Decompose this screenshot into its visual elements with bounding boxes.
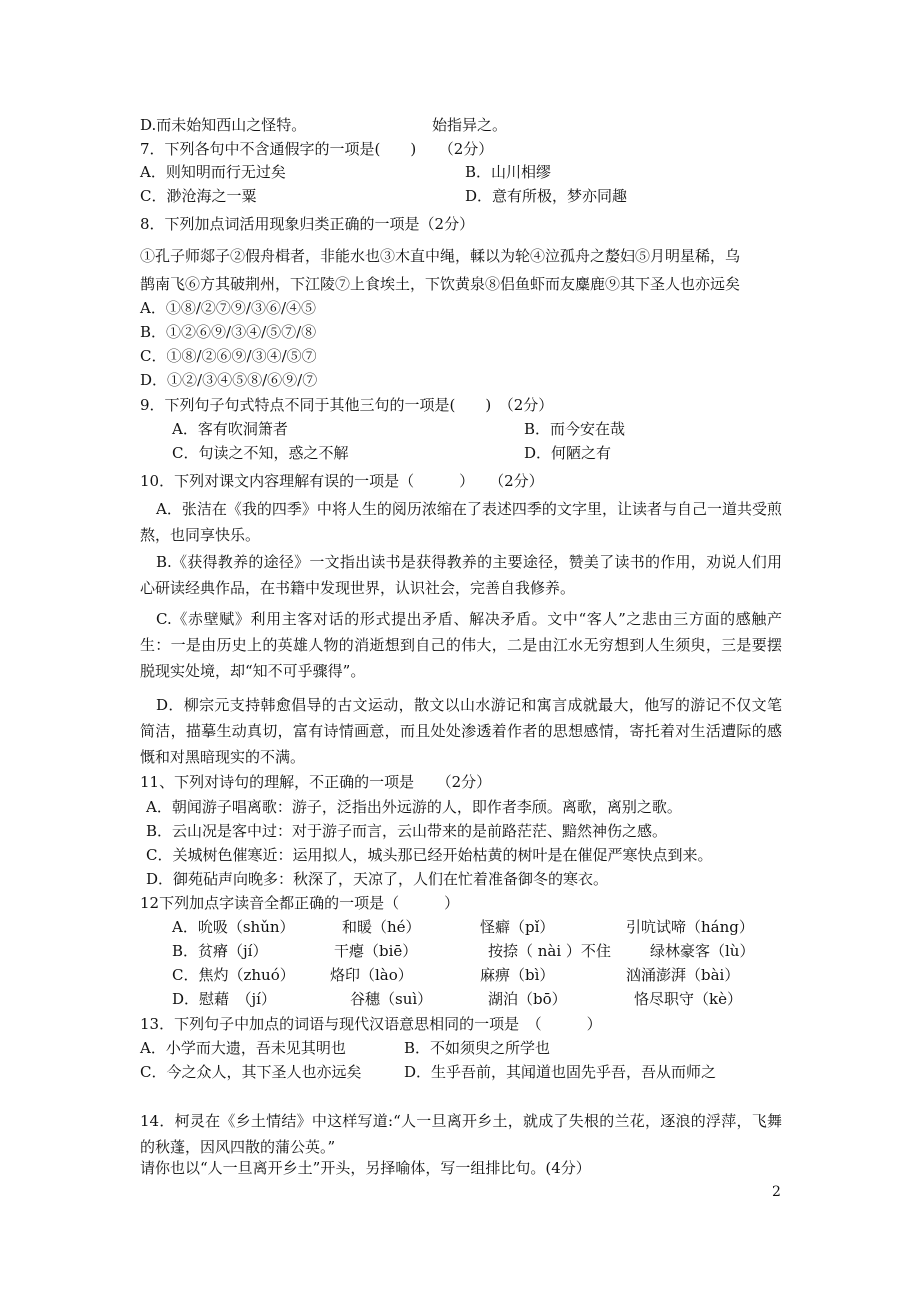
q8-sentences-line1: ①孔子师郯子②假舟楫者，非能水也③木直中绳，輮以为轮④泣孤舟之嫠妇⑤月明星稀，乌 [140,247,741,265]
q11-option-a: A．朝闻游子唱离歌：游子，泛指出外远游的人，即作者李颀。离歌，离别之歌。 [146,798,682,816]
q7-option-c: C．渺沧海之一粟 [140,187,257,205]
q7-option-a: A．则知明而行无过矣 [140,163,286,181]
q12-b-item1: B．贫瘠（jí） [172,942,268,960]
q11-option-b: B．云山况是客中过：对于游子而言，云山带来的是前路茫茫、黯然神伤之感。 [146,822,668,840]
q8-option-d: D．①②/③④⑤⑧/⑥⑨/⑦ [140,371,318,389]
q8-sentences-line2: 鹊南飞⑥方其破荆州，下江陵⑦上食埃土，下饮黄泉⑧侣鱼虾而友麋鹿⑨其下圣人也亦远矣 [140,275,741,293]
q11-option-c: C．关城树色催寒近：运用拟人，城头那已经开始枯黄的树叶是在催促严寒快点到来。 [146,846,713,864]
q12-c-item3: 麻痹（bì） [480,966,555,984]
q12-b-item4: 绿林豪客（lù） [650,942,755,960]
q9-option-c: C．句读之不知，惑之不解 [172,444,349,462]
q10-option-b: B.《获得教养的途径》一文指出读书是获得教养的主要途径，赞美了读书的作用，劝说人们用心研读经典作品，在书籍中发现世界，认识社会，完善自我修养。 [140,553,782,597]
q12-b-item3: 按捺（ nài ）不住 [488,942,611,960]
q12-a-item2: 和暖（hé） [342,918,421,936]
q8-option-b: B．①②⑥⑨/③④/⑤⑦/⑧ [140,323,317,341]
q14-stem: 14．柯灵在《乡土情结》中这样写道:“人一旦离开乡土，就成了失根的兰花，逐浪的浮萍，飞舞的秋蓬，因风四散的蒲公英。” [140,1112,782,1156]
q9-option-b: B．而今安在哉 [524,420,626,438]
q13-option-b: B．不如须臾之所学也 [404,1039,551,1057]
q13-option-c: C．今之众人，其下圣人也亦远矣 [140,1063,362,1081]
q9-stem: 9．下列句子句式特点不同于其他三句的一项是( ) （2分） [140,396,554,414]
q13-option-d: D．生乎吾前，其闻道也固先乎吾，吾从而师之 [404,1063,717,1081]
q9-option-d: D．何陋之有 [524,444,612,462]
q12-c-item1: C．焦灼（zhuó） [172,966,295,984]
q13-option-a: A．小学而大遗，吾未见其明也 [140,1039,346,1057]
q10-stem: 10．下列对课文内容理解有误的一项是（ ） （2分） [140,472,544,490]
q9-option-a: A．客有吹洞箫者 [172,420,288,438]
q12-a-item4: 引吭试啼（háng） [626,918,754,936]
q12-d-item4: 恪尽职守（kè） [634,990,742,1008]
page-number: 2 [772,1184,781,1200]
q12-d-item2: 谷穗（suì） [350,990,433,1008]
q12-c-item2: 烙印（lào） [330,966,413,984]
q8-option-a: A．①⑧/②⑦⑨/③⑥/④⑤ [140,299,316,317]
q10-option-d: D．柳宗元支持韩愈倡导的古文运动，散文以山水游记和寓言成就最大，他写的游记不仅文笔简洁，描摹生动真切，富有诗情画意，而且处处渗透着作者的思想感情，寄托着对生活遭际的感慨和对黑暗现实的不满。 [140,696,782,766]
q8-option-c: C．①⑧/②⑥⑨/③④/⑤⑦ [140,347,317,365]
prev-option-d-left: D.而未始知西山之怪特。 [140,116,307,134]
prev-option-d-right: 始指异之。 [432,116,508,134]
q12-a-item3: 怪癖（pǐ） [480,918,555,936]
q8-stem: 8．下列加点词活用现象归类正确的一项是（2分） [140,215,475,233]
q12-c-item4: 汹涌澎湃（bài） [626,966,740,984]
q10-option-a: A．张洁在《我的四季》中将人生的阅历浓缩在了表述四季的文字里，让读者与自己一道共受煎熬，也同享快乐。 [140,500,782,544]
q12-b-item2: 干瘪（biē） [334,942,418,960]
q12-stem: 12下列加点字读音全都正确的一项是（ ） [140,894,460,912]
q12-d-item3: 湖泊（bō） [488,990,567,1008]
q12-a-item1: A．吮吸（shǔn） [172,918,295,936]
q14-task: 请你也以“人一旦离开乡土”开头，另择喻体，写一组排比句。(4分） [140,1159,591,1177]
q13-stem: 13．下列句子中加点的词语与现代汉语意思相同的一项是 （ ） [140,1015,602,1033]
q12-d-item1: D．慰藉 （jí） [172,990,276,1008]
q11-stem: 11、下列对诗句的理解，不正确的一项是 （2分） [140,773,492,791]
q7-stem: 7．下列各句中不含通假字的一项是( ) （2分） [140,140,494,158]
q7-option-d: D．意有所极，梦亦同趣 [465,187,628,205]
q10-option-c: C.《赤壁赋》利用主客对话的形式提出矛盾、解决矛盾。文中“客人”之悲由三方面的感触产生：一是由历史上的英雄人物的消逝想到自己的伟大，二是由江水无穷想到人生须臾，三是要摆脱现实处境，却“知不可乎骤得”。 [140,610,782,680]
q11-option-d: D．御苑砧声向晚多：秋深了，天凉了，人们在忙着准备御冬的寒衣。 [146,870,609,888]
q7-option-b: B．山川相缪 [465,163,552,181]
